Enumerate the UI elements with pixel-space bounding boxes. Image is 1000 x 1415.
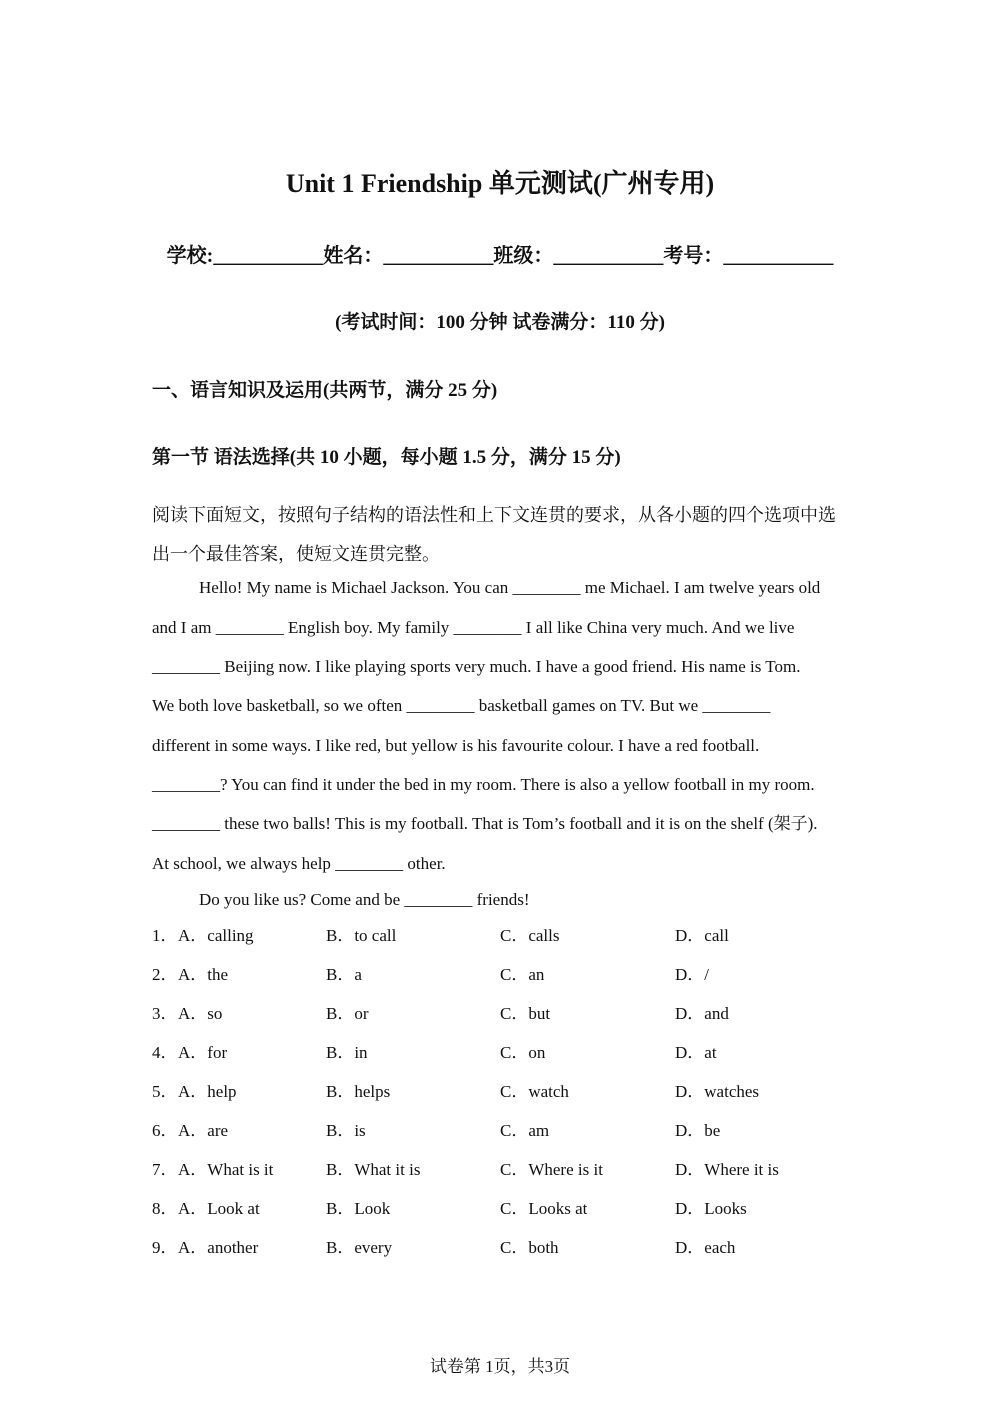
student-info-line: 学校:___________姓名：___________班级：___________考号：___________ bbox=[166, 245, 834, 267]
option-c: C．an bbox=[500, 965, 545, 984]
question-number: 9． bbox=[152, 1238, 178, 1257]
passage-line: ________? You can find it under the bed in my room. There is also a yellow football in my room. bbox=[152, 775, 815, 794]
option-d: D．Looks bbox=[675, 1199, 747, 1218]
passage-line: and I am ________ English boy. My family ________ I all like China very much. And we live bbox=[152, 618, 795, 637]
option-d: D．watches bbox=[675, 1082, 760, 1101]
question-row bbox=[152, 961, 852, 991]
option-a: A．are bbox=[178, 1121, 229, 1140]
option-b: B．or bbox=[326, 1004, 369, 1023]
passage-line: At school, we always help ________ other. bbox=[152, 854, 446, 873]
option-a: A．another bbox=[178, 1238, 259, 1257]
option-a: A．for bbox=[178, 1043, 228, 1062]
option-d: D．be bbox=[675, 1121, 721, 1140]
option-c: C．calls bbox=[500, 926, 560, 945]
option-d: D．call bbox=[675, 926, 729, 945]
question-row bbox=[152, 1117, 852, 1147]
instructions: 阅读下面短文，按照句子结构的语法性和上下文连贯的要求，从各小题的四个选项中选出一个最佳答案，使短文连贯完整。 bbox=[152, 505, 836, 565]
page-footer: 试卷第 1页，共3页 bbox=[429, 1357, 571, 1376]
option-d: D．Where it is bbox=[675, 1160, 779, 1179]
section-heading: 第一节 语法选择(共 10 小题，每小题 1.5 分，满分 15 分) bbox=[152, 447, 621, 468]
question-number: 6． bbox=[152, 1121, 178, 1140]
part-heading: 一、语言知识及运用(共两节，满分 25 分) bbox=[152, 380, 498, 401]
option-b: B．Look bbox=[326, 1199, 391, 1218]
question-row bbox=[152, 1000, 852, 1030]
option-d: D．and bbox=[675, 1004, 729, 1023]
option-c: C．am bbox=[500, 1121, 550, 1140]
passage-line: ________ Beijing now. I like playing sports very much. I have a good friend. His name is Tom. bbox=[152, 657, 801, 676]
question-number: 2． bbox=[152, 965, 178, 984]
option-c: C．Looks at bbox=[500, 1199, 588, 1218]
option-c: C．watch bbox=[500, 1082, 569, 1101]
question-number: 5． bbox=[152, 1082, 178, 1101]
question-number: 1． bbox=[152, 926, 178, 945]
question-row bbox=[152, 1039, 852, 1069]
option-c: C．on bbox=[500, 1043, 546, 1062]
option-a: A．Look at bbox=[178, 1199, 260, 1218]
option-a: A．What is it bbox=[178, 1160, 274, 1179]
passage-line: Hello! My name is Michael Jackson. You can ________ me Michael. I am twelve years old bbox=[199, 578, 821, 597]
passage-line: different in some ways. I like red, but yellow is his favourite colour. I have a red football. bbox=[152, 736, 760, 755]
option-b: B．in bbox=[326, 1043, 368, 1062]
passage-line: ________ these two balls! This is my football. That is Tom’s football and it is on the shelf (架子). bbox=[152, 814, 818, 833]
option-d: D．at bbox=[675, 1043, 717, 1062]
question-number: 7． bbox=[152, 1160, 178, 1179]
option-b: B．to call bbox=[326, 926, 397, 945]
question-row bbox=[152, 1195, 852, 1225]
option-c: C．Where is it bbox=[500, 1160, 603, 1179]
question-row bbox=[152, 1156, 852, 1186]
question-number: 4． bbox=[152, 1043, 178, 1062]
exam-time: (考试时间：100 分钟 试卷满分：110 分) bbox=[335, 312, 665, 333]
question-number: 3． bbox=[152, 1004, 178, 1023]
option-b: B．What it is bbox=[326, 1160, 421, 1179]
option-a: A．so bbox=[178, 1004, 223, 1023]
page-title: Unit 1 Friendship 单元测试(广州专用) bbox=[285, 169, 715, 198]
question-row bbox=[152, 922, 852, 952]
option-d: D．/ bbox=[675, 965, 709, 984]
option-b: B．helps bbox=[326, 1082, 391, 1101]
option-d: D．each bbox=[675, 1238, 736, 1257]
question-number: 8． bbox=[152, 1199, 178, 1218]
option-c: C．but bbox=[500, 1004, 551, 1023]
option-b: B．a bbox=[326, 965, 362, 984]
option-b: B．is bbox=[326, 1121, 366, 1140]
option-a: A．help bbox=[178, 1082, 237, 1101]
option-a: A．the bbox=[178, 965, 229, 984]
question-row bbox=[152, 1078, 852, 1108]
passage-line: Do you like us? Come and be ________ friends! bbox=[199, 890, 530, 909]
option-c: C．both bbox=[500, 1238, 559, 1257]
option-a: A．calling bbox=[178, 926, 254, 945]
passage-line: We both love basketball, so we often ________ basketball games on TV. But we ________ bbox=[152, 696, 771, 715]
question-row bbox=[152, 1234, 852, 1264]
option-b: B．every bbox=[326, 1238, 393, 1257]
